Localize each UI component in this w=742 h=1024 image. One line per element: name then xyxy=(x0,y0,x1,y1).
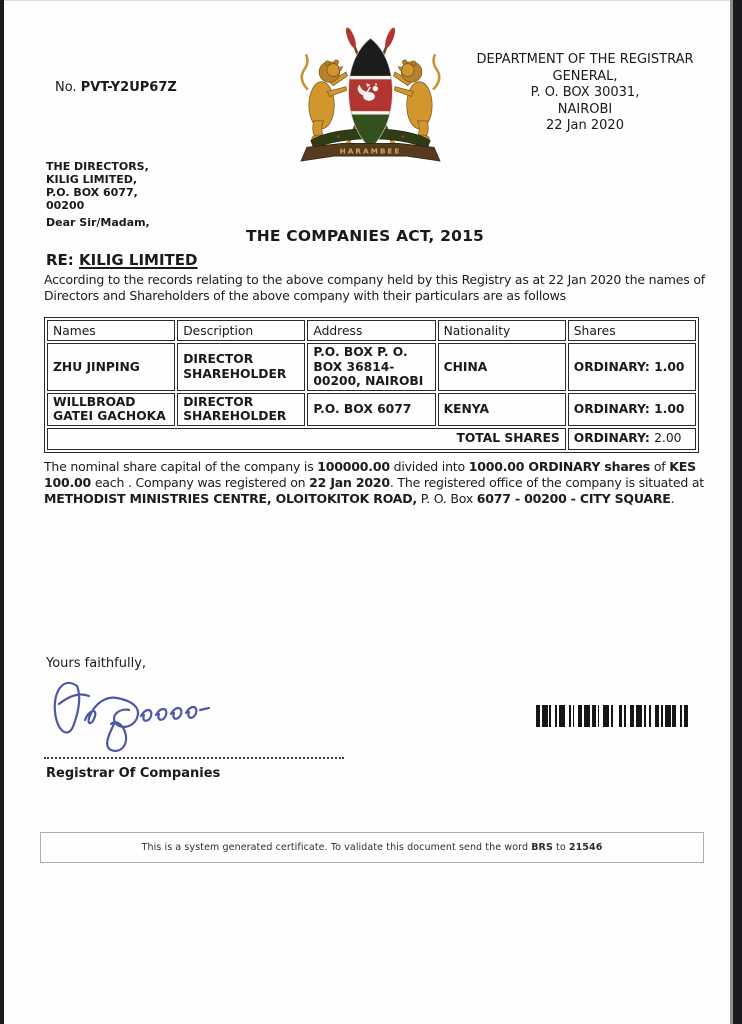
col-header-shares: Shares xyxy=(568,320,696,341)
total-shares-label: TOTAL SHARES xyxy=(47,428,566,450)
subject-company: KILIG LIMITED xyxy=(79,251,198,269)
col-header-names: Names xyxy=(47,320,175,341)
col-header-nationality: Nationality xyxy=(438,320,566,341)
recipient-line-1: THE DIRECTORS, xyxy=(46,160,149,173)
page-edge-right xyxy=(733,0,742,1024)
reference-number: No. PVT-Y2UP67Z xyxy=(55,80,177,95)
cell-address-2: P.O. BOX 6077 xyxy=(307,393,435,426)
cell-name-1: ZHU JINPING xyxy=(47,343,175,391)
col-header-description: Description xyxy=(177,320,305,341)
signature xyxy=(45,674,225,759)
table-total-row xyxy=(47,428,696,450)
validation-text: This is a system generated certificate. To validate this document send the word BRS to 21546 xyxy=(141,842,603,853)
capital-paragraph xyxy=(44,459,704,507)
capital-line-3: METHODIST MINISTRIES CENTRE, OLOITOKITOK ROAD, P. O. Box 6077 - 00200 - CITY SQUARE. xyxy=(44,491,675,506)
recipient-line-2: KILIG LIMITED, xyxy=(46,173,138,186)
directors-table xyxy=(44,317,699,453)
barcode xyxy=(536,705,688,727)
cell-shares-1: ORDINARY: 1.00 xyxy=(568,343,696,391)
valediction: Yours faithfully, xyxy=(46,656,147,671)
table-row-2 xyxy=(47,393,696,426)
registrar-address-block xyxy=(450,52,720,135)
signature-dotted-line xyxy=(44,757,344,759)
validation-footer xyxy=(40,832,704,863)
cell-name-2: WILLBROAD GATEI GACHOKA xyxy=(47,393,175,426)
dept-line-1: DEPARTMENT OF THE REGISTRAR xyxy=(476,52,694,67)
cell-shares-2: ORDINARY: 1.00 xyxy=(568,393,696,426)
salutation: Dear Sir/Madam, xyxy=(46,216,150,229)
cell-nationality-1: CHINA xyxy=(438,343,566,391)
subject-line xyxy=(46,251,198,269)
page-edge-left xyxy=(0,0,4,1024)
dept-line-2: GENERAL, xyxy=(552,68,618,84)
cell-description-1: DIRECTOR SHAREHOLDER xyxy=(177,343,305,391)
page-edge-top xyxy=(4,0,730,1)
intro-line-2: Directors and Shareholders of the above company with their particulars are as follows xyxy=(44,287,566,303)
signatory-title: Registrar Of Companies xyxy=(46,766,221,781)
table-header-row xyxy=(47,320,696,341)
document-title: THE COMPANIES ACT, 2015 xyxy=(245,227,485,245)
col-header-address: Address xyxy=(307,320,435,341)
motto-ribbon xyxy=(301,143,440,161)
capital-line-2: 100.00 each . Company was registered on 22 Jan 2020. The registered office of the company is situated at xyxy=(44,475,704,490)
kenya-coat-of-arms-icon xyxy=(297,25,444,162)
total-shares-value: ORDINARY: 2.00 xyxy=(568,428,696,450)
recipient-line-3: P.O. BOX 6077, xyxy=(46,186,138,199)
lion-left-icon xyxy=(302,54,348,142)
recipient-line-4: 00200 xyxy=(46,199,85,212)
dept-date: 22 Jan 2020 xyxy=(546,118,624,133)
intro-paragraph xyxy=(44,272,705,303)
intro-line-1: According to the records relating to the above company held by this Registry as at 22 Jan 2020 the names of xyxy=(44,272,705,287)
table-row-1 xyxy=(47,343,696,391)
subject-prefix: RE: xyxy=(46,251,80,269)
cell-description-2: DIRECTOR SHAREHOLDER xyxy=(177,393,305,426)
dept-line-3: P. O. BOX 30031, xyxy=(530,85,640,100)
capital-line-1: The nominal share capital of the company is 100000.00 divided into 1000.00 ORDINARY shares of KES xyxy=(44,459,696,474)
lion-right-icon xyxy=(393,54,439,142)
motto-text: HARAMBEE xyxy=(339,146,402,156)
cell-address-1: P.O. BOX P. O. BOX 36814- 00200, NAIROBI xyxy=(307,343,435,391)
cell-nationality-2: KENYA xyxy=(438,393,566,426)
dept-line-4: NAIROBI xyxy=(557,101,613,117)
recipient-address-block xyxy=(46,160,149,212)
